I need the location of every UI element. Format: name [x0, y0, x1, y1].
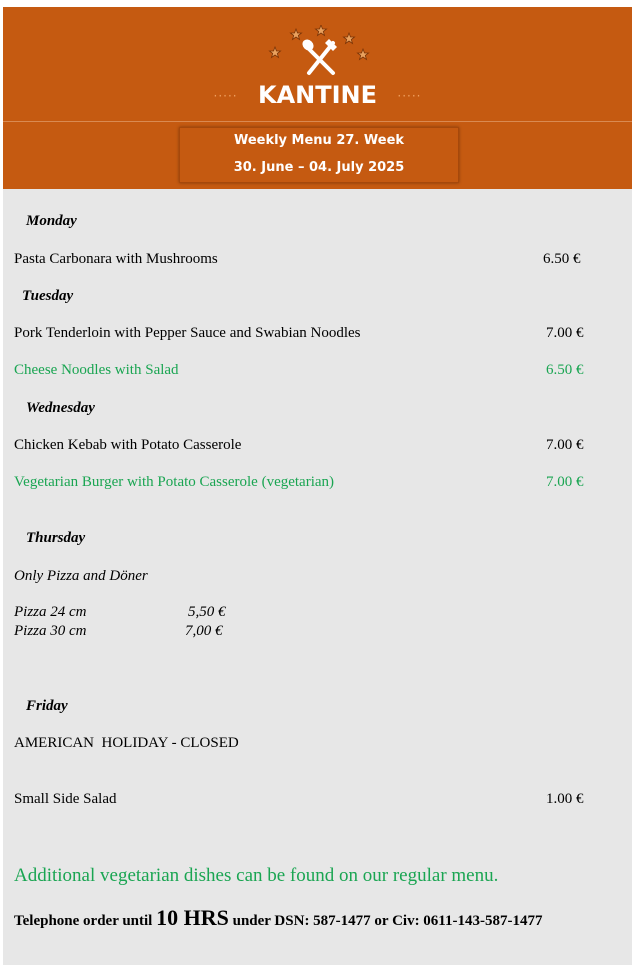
day-monday: Monday: [26, 213, 77, 229]
thursday-note: Only Pizza and Döner: [14, 568, 148, 584]
menu-item-name: Pork Tenderloin with Pepper Sauce and Swabian Noodles: [14, 325, 361, 341]
menu-item-name: Chicken Kebab with Potato Casserole: [14, 437, 242, 453]
phone-order-time: 10 HRS: [156, 905, 229, 930]
pizza-price: 7,00 €: [185, 623, 223, 639]
header-divider: [3, 121, 632, 122]
title-dots-right: ·····: [397, 89, 422, 103]
menu-item-price: 1.00 €: [546, 791, 584, 807]
phone-prefix: Telephone order until: [14, 913, 157, 929]
menu-item-price: 7.00 €: [546, 325, 584, 341]
day-wednesday: Wednesday: [26, 400, 95, 416]
week-box: [179, 127, 459, 183]
date-range: 30. June – 04. July 2025: [233, 160, 405, 175]
friday-closed-notice: AMERICAN HOLIDAY - CLOSED: [14, 735, 239, 751]
menu-item-price-vegetarian: 7.00 €: [546, 474, 584, 490]
menu-item-name-vegetarian: Cheese Noodles with Salad: [14, 362, 179, 378]
menu-item-name-vegetarian: Vegetarian Burger with Potato Casserole (vegetarian): [14, 474, 335, 490]
menu-item-price-vegetarian: 6.50 €: [546, 362, 584, 378]
day-friday: Friday: [26, 698, 68, 714]
pizza-size-label: Pizza 30 cm: [14, 623, 87, 639]
menu-header: [3, 7, 632, 189]
week-label: Weekly Menu 27. Week: [233, 133, 405, 148]
menu-page: [3, 7, 632, 965]
day-thursday: Thursday: [26, 530, 86, 546]
title-dots-left: ·····: [213, 89, 238, 103]
pizza-price: 5,50 €: [188, 604, 226, 620]
page-title: KANTINE: [257, 81, 378, 109]
pizza-size-label: Pizza 24 cm: [14, 604, 87, 620]
menu-item-price: 6.50 €: [543, 251, 581, 267]
phone-numbers: under DSN: 587-1477 or Civ: 0611-143-587-1477: [228, 913, 543, 929]
menu-item-name: Pasta Carbonara with Mushrooms: [14, 251, 218, 267]
phone-order-info: [14, 905, 542, 931]
menu-item-price: 7.00 €: [546, 437, 584, 453]
menu-item-name: Small Side Salad: [14, 791, 117, 807]
fork-knife-stars-icon: [263, 25, 373, 77]
title-row: [3, 81, 632, 111]
vegetarian-footnote: Additional vegetarian dishes can be found on our regular menu.: [14, 865, 499, 886]
day-tuesday: Tuesday: [22, 288, 74, 304]
